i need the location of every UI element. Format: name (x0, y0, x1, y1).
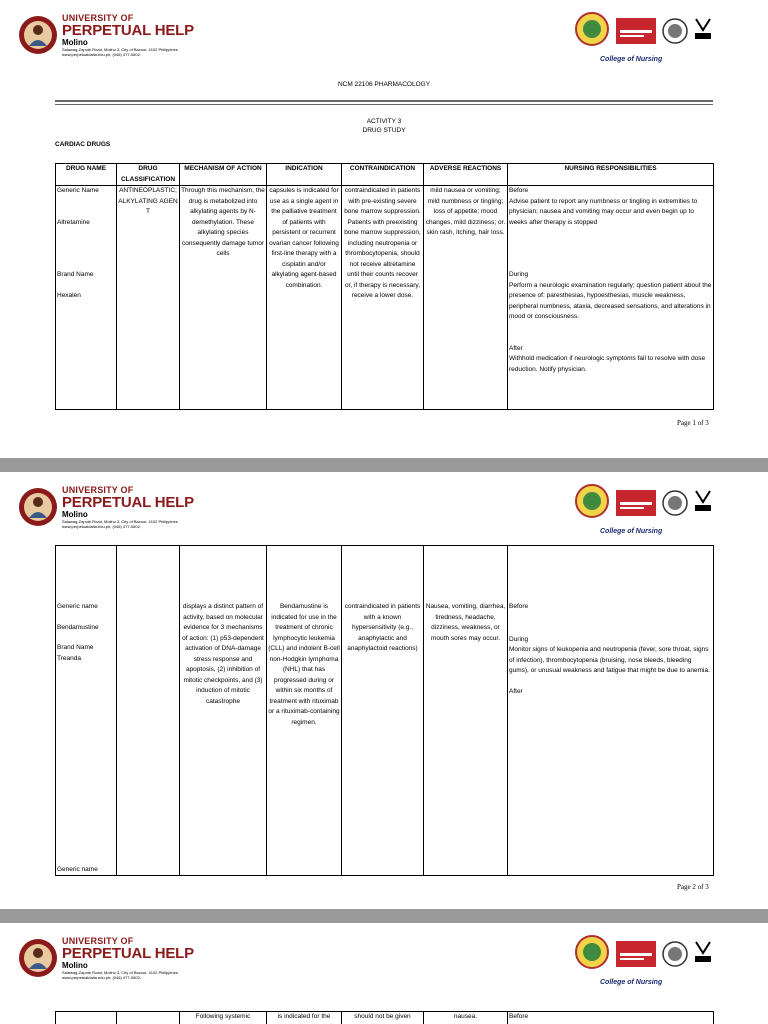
drug-name-cell (56, 546, 117, 876)
brand-value: Hexalen (57, 291, 81, 299)
nursing-during-label: During (509, 635, 529, 643)
drug-study-table-2 (55, 545, 714, 876)
adverse-cell (424, 546, 508, 876)
col-adverse: ADVERSE REACTIONS (424, 164, 508, 186)
college-name: College of Nursing (600, 528, 663, 535)
brand-value: Treanda (57, 654, 81, 662)
nursing-seal-icon (575, 482, 609, 520)
generic-label: Generic name (57, 603, 98, 610)
generic-label: Generic Name (57, 187, 99, 194)
indication-cell: is indicated for the (267, 1012, 342, 1024)
contraindication-cell: should not be given (342, 1012, 424, 1024)
brand-label: Brand Name (57, 271, 94, 278)
indication-cell (267, 546, 342, 876)
nursing-after-text: Withhold medication if neurologic symptoms fail to resolve with dose reduction. Notify physician. (509, 355, 706, 373)
activity-heading (0, 117, 768, 135)
generic-value: Altretamine (57, 218, 90, 226)
classification-cell (117, 546, 180, 876)
nursing-seal-icon (575, 933, 609, 971)
table-row (56, 1012, 714, 1024)
activity-subtitle: DRUG STUDY (362, 127, 406, 134)
bureau-veritas-icon (616, 18, 656, 44)
certification-round-icon (662, 490, 688, 516)
nursing-after-label: After (509, 344, 523, 352)
next-generic-label: Generic name (57, 865, 98, 873)
brand-label: Brand Name (57, 644, 94, 651)
generic-value: Bendamustine (57, 623, 99, 631)
ukas-mark-icon (693, 16, 713, 46)
indication-text: Bendamustine is indicated for use in the treatment of chronic lymphocytic leukemia (CLL) and indolent B-cell non-Hodgkin lymphoma (NHL) that has progressed during or within six months of treatment with rituximab or a rituximab-containing regimen. (268, 603, 340, 726)
nursing-during-text: Perform a neurologic examination regularly; question patient about the presence of: paresthesias, hypoesthesias, muscle weakness, peripheral numbness, ataxia, decreased sensations, and alterations in mood or consciousness. (509, 281, 712, 320)
bureau-veritas-icon (616, 941, 656, 967)
document-page-3 (0, 923, 768, 1024)
university-name-block (62, 486, 194, 529)
nursing-before-text: Advise patient to report any numbness or tingling in extremities to physician; nausea and vomiting may occur and even begin up to weeks after therapy is stopped (509, 197, 698, 226)
bureau-veritas-icon (616, 490, 656, 516)
col-classification: DRUG CLASSIFICATION (117, 164, 180, 186)
nursing-cell (508, 186, 714, 410)
document-page-1 (0, 0, 768, 458)
ukas-mark-icon (693, 488, 713, 518)
col-mechanism: MECHANISM OF ACTION (180, 164, 267, 186)
table-header-row (56, 164, 714, 186)
university-name-block (62, 14, 194, 57)
col-nursing: NURSING RESPONSIBILITIES (508, 164, 714, 186)
mechanism-cell: Following systemic (180, 1012, 267, 1024)
ukas-mark-icon (693, 939, 713, 969)
nursing-cell (508, 546, 714, 876)
campus-contact: www.perpetualdalta.edu.ph; (046) 477-0602; (62, 52, 141, 57)
campus-contact: www.perpetualdalta.edu.ph; (046) 477-0602; (62, 524, 141, 529)
contraindication-cell (342, 546, 424, 876)
college-name: College of Nursing (600, 979, 663, 986)
certification-round-icon (662, 18, 688, 44)
col-indication: INDICATION (267, 164, 342, 186)
header-rule (55, 100, 713, 102)
university-label: UNIVERSITY OF (62, 936, 134, 946)
nursing-seal-icon (575, 10, 609, 48)
university-title: PERPETUAL HELP (62, 494, 194, 511)
indication-cell: capsules is indicated for use as a single agent in the palliative treatment of patients with persistent or recurrent ovarian cancer following first-line therapy with a cisplatin and/or alkylating agent-based combination. (267, 186, 342, 410)
adverse-cell: mild nausea or vomiting; mild numbness or tingling; loss of appetite; mood changes, mild dizziness; or. skin rash, itching, hair loss. (424, 186, 508, 410)
mechanism-cell (180, 546, 267, 876)
classification-cell (117, 1012, 180, 1024)
nursing-before-label: Before (509, 187, 529, 194)
nursing-after-label: After (509, 687, 523, 695)
table-row (56, 186, 714, 410)
nursing-cell: Before (508, 1012, 714, 1024)
drug-study-table-1 (55, 163, 714, 410)
mechanism-text: displays a distinct pattern of activity, based on molecular evidence for 3 mechanisms of action: (1) p53-dependent activation of DNA-damage stress response and apoptosis, (2) inhibition of mitotic checkpoints, and (3) induction of mitotic catastrophe (182, 603, 264, 705)
university-title: PERPETUAL HELP (62, 945, 194, 962)
university-seal-icon (18, 486, 58, 528)
col-contraindication: CONTRAINDICATION (342, 164, 424, 186)
document-page-2 (0, 472, 768, 909)
certification-round-icon (662, 941, 688, 967)
campus-name: Molino (62, 38, 88, 47)
university-seal-icon (18, 937, 58, 979)
campus-address: Salawag-Zapote Road, Molino 3, City of Bacoor, 4102 Philippines (62, 519, 178, 524)
nursing-before-label: Before (509, 603, 529, 610)
col-drug-name: DRUG NAME (56, 164, 117, 186)
nursing-during-text: Monitor signs of leukopenia and neutropenia (fever, sore throat, signs of infection), thrombocytopenia (bruising, nose bleeds, bleeding gums), or unusual weakness and fatigue that might be due to anemia. (509, 646, 710, 674)
campus-address: Salawag-Zapote Road, Molino 3, City of Bacoor, 4102 Philippines (62, 970, 178, 975)
page-number: Page 2 of 3 (677, 883, 709, 891)
classification-cell: ANTINEOPLASTIC; ALKYLATING AGENT (117, 186, 180, 410)
activity-title: ACTIVITY 3 (366, 118, 402, 125)
page-number: Page 1 of 3 (677, 419, 709, 427)
drug-study-table-3 (55, 1011, 714, 1024)
section-title: CARDIAC DRUGS (55, 141, 111, 148)
drug-name-cell (56, 186, 117, 410)
university-seal-icon (18, 14, 58, 56)
campus-name: Molino (62, 961, 88, 970)
campus-address: Salawag-Zapote Road, Molino 3, City of Bacoor, 4102 Philippines (62, 47, 178, 52)
nursing-during-label: During (509, 271, 529, 278)
adverse-text: Nausea, vomiting, diarrhea, tiredness, headache, dizziness, weakness, or mouth sores may occur. (425, 603, 506, 642)
header-rule-thin (55, 104, 713, 105)
campus-name: Molino (62, 510, 88, 519)
drug-name-cell (56, 1012, 117, 1024)
contraindication-text: contraindicated in patients with a known hypersensitivity (e.g., anaphylactic and anaphylactoid reactions) (344, 603, 421, 652)
university-title: PERPETUAL HELP (62, 22, 194, 39)
contraindication-cell: contraindicated in patients with pre-existing severe bone marrow suppression. Patients with preexisting bone marrow suppression, including neutropenia or thrombocytopenia, should not receive altretamine until their counts recover or, if therapy is necessary, receive a lower dose. (342, 186, 424, 410)
mechanism-cell: Through this mechanism, the drug is metabolized into alkylating agents by N-demethylation. These alkylating species consequently damage tumor cells (180, 186, 267, 410)
university-name-block (62, 937, 194, 980)
college-name: College of Nursing (600, 56, 663, 63)
table-row (56, 546, 714, 876)
adverse-cell: nausea. (424, 1012, 508, 1024)
campus-contact: www.perpetualdalta.edu.ph; (046) 477-0602; (62, 975, 141, 980)
university-label: UNIVERSITY OF (62, 13, 134, 23)
course-title: NCM 22106 PHARMACOLOGY (337, 81, 431, 88)
university-label: UNIVERSITY OF (62, 485, 134, 495)
